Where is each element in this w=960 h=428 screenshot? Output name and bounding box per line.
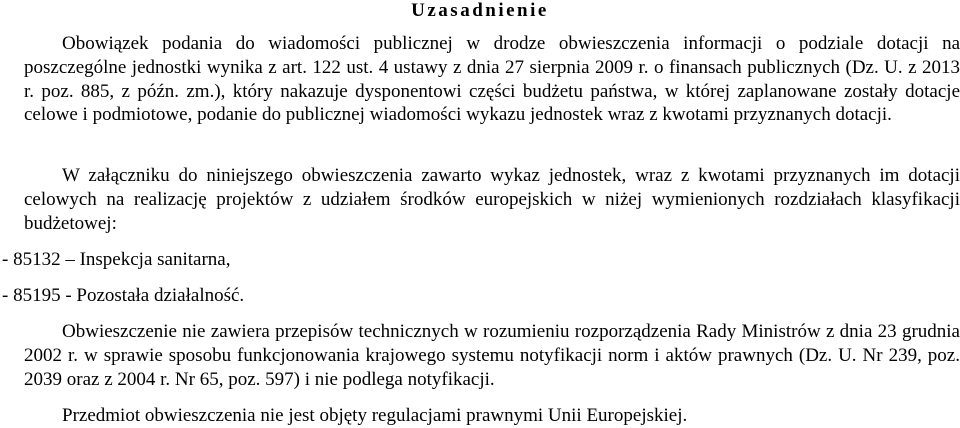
- paragraph-eu-regulations: Przedmiot obwieszczenia nie jest objęty regulacjami prawnymi Unii Europejskiej.: [62, 405, 688, 426]
- document-heading: Uzasadnienie: [411, 0, 549, 21]
- list-item-85132: - 85132 – Inspekcja sanitarna,: [2, 249, 231, 270]
- list-item-85195: - 85195 - Pozostała działalność.: [2, 285, 245, 306]
- paragraph-attachment-description: W załączniku do niniejszego obwieszczenia zawarto wykaz jednostek, wraz z kwotami przyznanych im dotacji celowych na realizację projektów z udziałem środków europejskich w niżej wymienionych rozdziałach klasyfikacji budżetowej:: [24, 165, 960, 234]
- paragraph-legal-basis: Obowiązek podania do wiadomości publicznej w drodze obwieszczenia informacji o podziale dotacji na poszczególne jednostki wynika z art. 122 ust. 4 ustawy z dnia 27 sierpnia 2009 r. o finansach publicznych (Dz. U. z 2013 r. poz. 885, z późn. zm.), który nakazuje dysponentowi części budżetu państwa, w której zaplanowane zostały dotacje celowe i podmiotowe, podanie do publicznej wiadomości wykazu jednostek wraz z kwotami przyznanych dotacji.: [24, 33, 960, 126]
- paragraph-technical-regulations: Obwieszczenie nie zawiera przepisów technicznych w rozumieniu rozporządzenia Rady Ministrów z dnia 23 grudnia 2002 r. w sprawie sposobu funkcjonowania krajowego systemu notyfikacji norm i aktów prawnych (Dz. U. Nr 239, poz. 2039 oraz z 2004 r. Nr 65, poz. 597) i nie podlega notyfikacji.: [24, 321, 960, 390]
